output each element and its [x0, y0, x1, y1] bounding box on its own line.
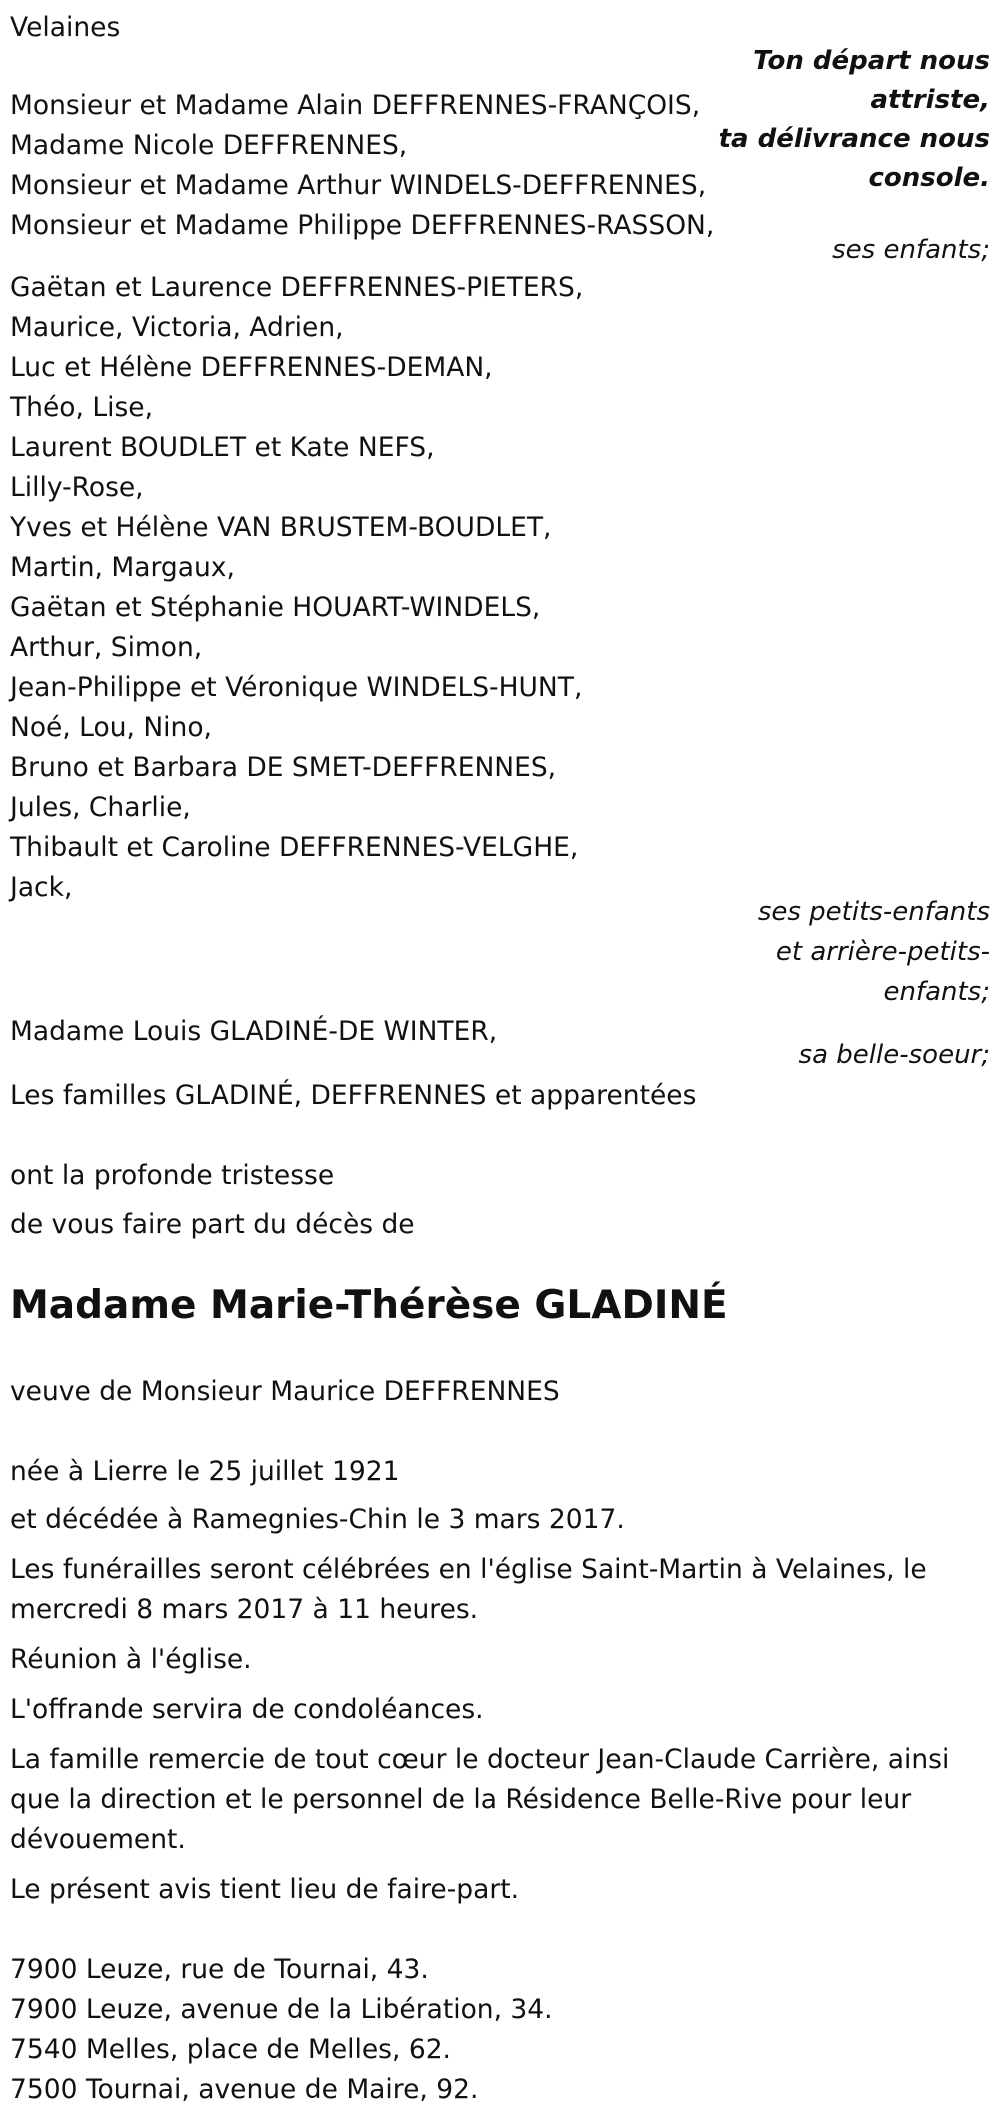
list-item: Monsieur et Madame Arthur WINDELS-DEFFRENNES, — [10, 170, 707, 201]
death-line: et décédée à Ramegnies-Chin le 3 mars 2017. — [10, 1504, 625, 1535]
announcement-line: de vous faire part du décès de — [10, 1209, 415, 1240]
announcement-line: ont la profonde tristesse — [10, 1160, 335, 1191]
list-item: Gaëtan et Laurence DEFFRENNES-PIETERS, — [10, 272, 584, 303]
meeting-line: Réunion à l'église. — [10, 1644, 252, 1675]
epitaph-quote — [690, 42, 990, 198]
address-list — [10, 1950, 553, 2110]
relation-line: et arrière-petits- — [775, 937, 990, 967]
families-line: Les familles GLADINÉ, DEFFRENNES et apparentées — [10, 1080, 697, 1111]
list-item: Jules, Charlie, — [10, 792, 191, 823]
list-item: Bruno et Barbara DE SMET-DEFFRENNES, — [10, 752, 557, 783]
list-item: Arthur, Simon, — [10, 632, 203, 663]
address-item: 7900 Leuze, rue de Tournai, 43. — [10, 1954, 429, 1985]
list-item: Laurent BOUDLET et Kate NEFS, — [10, 432, 435, 463]
list-item: Monsieur et Madame Philippe DEFFRENNES-RASSON, — [10, 210, 715, 241]
grandchildren-relation — [758, 892, 990, 1012]
address-item: 7540 Melles, place de Melles, 62. — [10, 2034, 451, 2065]
address-item: 7500 Tournai, avenue de Maire, 92. — [10, 2074, 479, 2105]
list-item: Théo, Lise, — [10, 392, 154, 423]
thanks-paragraph: La famille remercie de tout cœur le docteur Jean-Claude Carrière, ainsi que la direction et le personnel de la Résidence Belle-Rive pour leur dévouement. — [10, 1744, 950, 1855]
quote-line: ta délivrance nous — [718, 124, 990, 154]
list-item: Madame Nicole DEFFRENNES, — [10, 130, 408, 161]
funeral-paragraph: Les funérailles seront célébrées en l'église Saint-Martin à Velaines, le mercredi 8 mars 2017 à 11 heures. — [10, 1554, 927, 1625]
list-item: Maurice, Victoria, Adrien, — [10, 312, 344, 343]
list-item: Noé, Lou, Nino, — [10, 712, 212, 743]
list-item: Lilly-Rose, — [10, 472, 144, 503]
notice-line: Le présent avis tient lieu de faire-part. — [10, 1874, 520, 1905]
list-item: Gaëtan et Stéphanie HOUART-WINDELS, — [10, 592, 541, 623]
quote-line: Ton départ nous — [753, 46, 990, 76]
sister-in-law-name: Madame Louis GLADINÉ-DE WINTER, — [10, 1016, 498, 1047]
relation-line: enfants; — [883, 977, 990, 1007]
list-item: Luc et Hélène DEFFRENNES-DEMAN, — [10, 352, 493, 383]
children-list — [10, 86, 714, 246]
grandchildren-list — [10, 268, 583, 908]
list-item: Yves et Hélène VAN BRUSTEM-BOUDLET, — [10, 512, 552, 543]
list-item: Jack, — [10, 872, 73, 903]
offering-line: L'offrande servira de condoléances. — [10, 1694, 484, 1725]
relation-line: ses petits-enfants — [757, 897, 990, 927]
quote-line: console. — [868, 163, 990, 193]
quote-line: attriste, — [870, 85, 990, 115]
list-item: Jean-Philippe et Véronique WINDELS-HUNT, — [10, 672, 583, 703]
children-relation: ses enfants; — [832, 235, 990, 265]
list-item: Martin, Margaux, — [10, 552, 235, 583]
widow-of-line: veuve de Monsieur Maurice DEFFRENNES — [10, 1376, 560, 1407]
list-item: Monsieur et Madame Alain DEFFRENNES-FRANÇOIS, — [10, 90, 701, 121]
place-name: Velaines — [10, 12, 121, 43]
deceased-name: Madame Marie-Thérèse GLADINÉ — [10, 1283, 728, 1328]
sister-in-law-relation: sa belle-soeur; — [798, 1040, 990, 1070]
address-item: 7900 Leuze, avenue de la Libération, 34. — [10, 1994, 553, 2025]
birth-line: née à Lierre le 25 juillet 1921 — [10, 1456, 400, 1487]
list-item: Thibault et Caroline DEFFRENNES-VELGHE, — [10, 832, 579, 863]
